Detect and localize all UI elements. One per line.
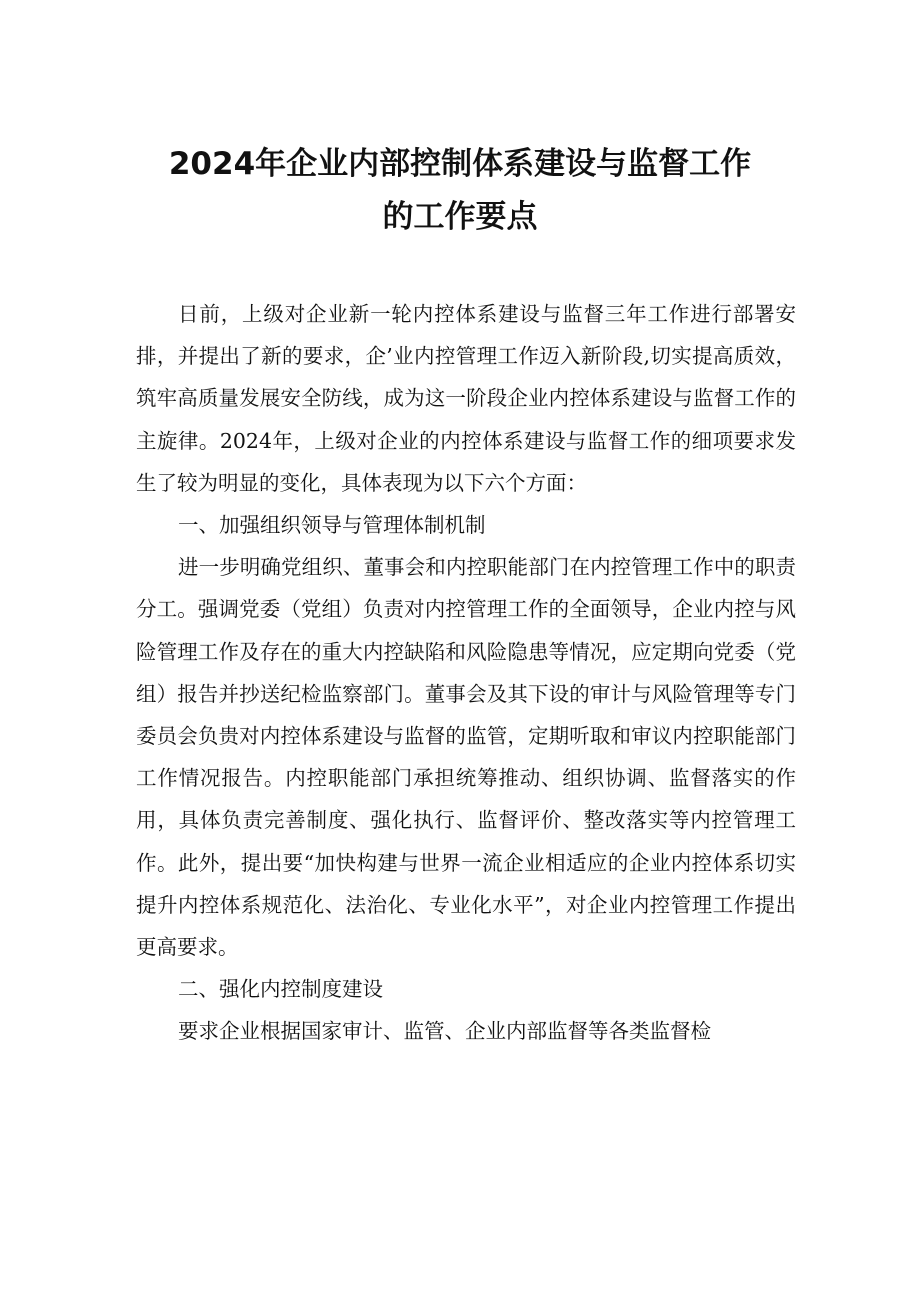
section-heading-2: 二、强化内控制度建设 [178, 977, 384, 1002]
document-body [136, 293, 796, 1053]
section-heading-1: 一、加强组织领导与管理体制机制 [178, 513, 486, 538]
section-1-paragraph: 进一步明确党组织、董事会和内控职能部门在内控管理工作中的职责分工。强调党委（党组）负责对内控管理工作的全面领导，企业内控与风险管理工作及存在的重大内控缺陷和风险隐患等情况，应定期向党委（党组）报告并抄送纪检监察部门。董事会及其下设的审计与风险管理等专门委员会负贵对内控体系建设与监督的监管，定期听取和审议内控职能部门工作情况报告。内控职能部门承担统筹推动、组织协调、监督落实的作用，具体负责完善制度、强化执行、监督评价、整改落实等内控管理工作。此外，提出要“加快构建与世界一流企业相适应的企业内控体系切实提升内控体系规范化、法治化、专业化水平”，对企业内控管理工作提出更高要求。 [136, 555, 796, 960]
intro-paragraph: 日前，上级对企业新一轮内控体系建设与监督三年工作进行部署安排，并提出了新的要求，企’业内控管理工作迈入新阶段,切实提高质效，筑牢高质量发展安全防线，成为这一阶段企业内控体系建设与监督工作的主旋律。2024年，上级对企业的内控体系建设与监督工作的细项要求发生了较为明显的变化，具体表现为以下六个方面： [136, 302, 796, 495]
document-title-line-1: 2024年企业内部控制体系建设与监督工作 [168, 146, 752, 182]
document-title-line-2: 的工作要点 [382, 199, 538, 235]
section-2-paragraph: 要求企业根据国家审计、监管、企业内部监督等各类监督检 [178, 1019, 712, 1044]
